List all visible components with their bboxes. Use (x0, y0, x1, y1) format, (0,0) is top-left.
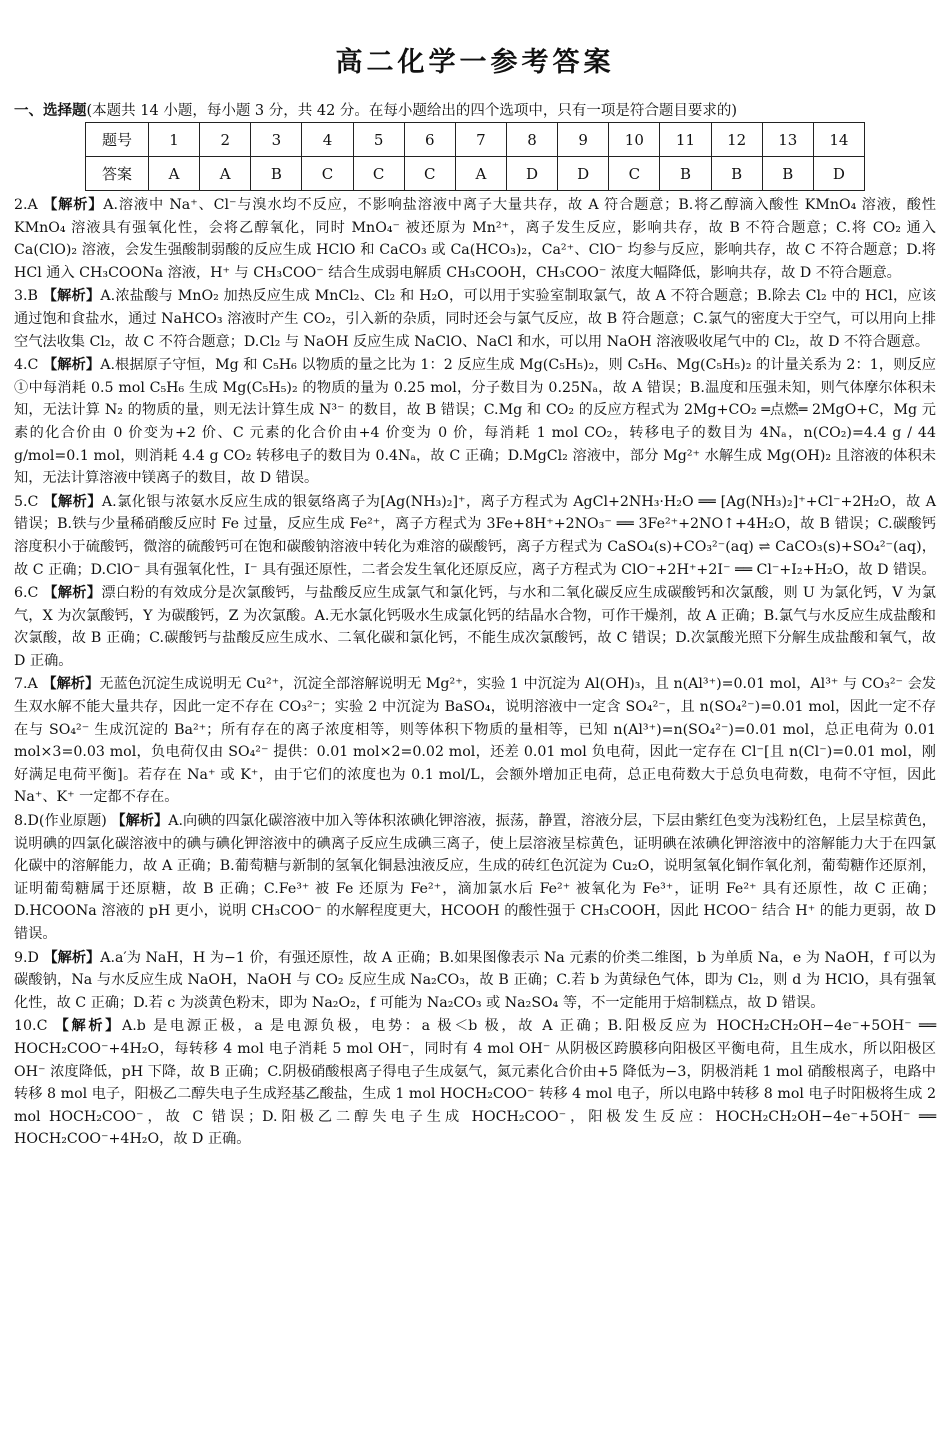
question-number-cell: 11 (660, 123, 711, 157)
analysis-tag: 【解析】 (43, 357, 101, 374)
explanation-text: 漂白粉的有效成分是次氯酸钙，与盐酸反应生成氯气和氯化钙，与水和二氧化碳反应生成碳酸钙和次氯酸，则 U 为氯化钙，V 为氯气，X 为次氯酸钙，Y 为碳酸钙，Z 为次氯酸。A.无水氯化钙吸水生成氯化钙的结晶水合物，可作干燥剂，故 A 正确；B.氯气与水反应生成盐酸和次氯酸，故 B 正确；C.碳酸钙与盐酸反应生成水、二氧化碳和氯化钙，不能生成次氯酸钙，故 C 错误；D.次氯酸光照下分解生成盐酸和氧气，故 D 正确。 (14, 585, 936, 669)
analysis-tag: 【解析】 (54, 1018, 123, 1035)
row-header-answer: 答案 (86, 157, 149, 191)
answer-cell: D (813, 157, 864, 191)
explanation-item (14, 810, 936, 946)
explanation-item (14, 491, 936, 581)
analysis-tag: 【解析】 (42, 676, 100, 693)
answer-cell: D (506, 157, 557, 191)
explanation-text: A.溶液中 Na⁺、Cl⁻与溴水均不反应，不影响盐溶液中离子大量共存，故 A 符合题意；B.将乙醇滴入酸性 KMnO₄ 溶液，酸性 KMnO₄ 溶液具有强氧化性，会将乙醇氧化，同时 MnO₄⁻ 被还原为 Mn²⁺，离子发生反应，影响共存，故 B 不符合题意；C.将 CO₂ 通入 Ca(ClO)₂ 溶液，会发生强酸制弱酸的反应生成 HClO 和 CaCO₃ 或 Ca(HCO₃)₂，Ca²⁺、ClO⁻ 均参与反应，影响共存，故 C 不符合题意；D.将 HCl 通入 CH₃COONa 溶液，H⁺ 与 CH₃COO⁻ 结合生成弱电解质 CH₃COOH，CH₃COO⁻ 浓度大幅降低，影响共存，故 D 不符合题意。 (14, 197, 936, 281)
question-number-cell: 9 (558, 123, 609, 157)
question-number-cell: 2 (200, 123, 251, 157)
answer-cell: C (404, 157, 455, 191)
answer-cell: A (455, 157, 506, 191)
section-title: 一、选择题 (14, 103, 87, 119)
answer-cell: C (302, 157, 353, 191)
question-number-cell: 4 (302, 123, 353, 157)
explanation-text: A.向碘的四氯化碳溶液中加入等体积浓碘化钾溶液，振荡，静置，溶液分层，下层由紫红色变为浅粉红色，上层呈棕黄色，说明碘的四氯化碳溶液中的碘与碘化钾溶液中的碘离子反应生成碘三离子，使上层溶液呈棕黄色，证明碘在浓碘化钾溶液中的溶解能力大于在四氯化碳中的溶解能力，故 A 正确；B.葡萄糖与新制的氢氧化铜悬浊液反应，生成的砖红色沉淀为 Cu₂O，说明氢氧化铜作氧化剂，葡萄糖作还原剂，证明葡萄糖属于还原糖，故 B 正确；C.Fe³⁺ 被 Fe 还原为 Fe²⁺，滴加氯水后 Fe²⁺ 被氧化为 Fe³⁺，证明 Fe²⁺ 具有还原性，故 C 正确；D.HCOONa 溶液的 pH 更小，说明 CH₃COO⁻ 的水解程度更大，HCOOH 的酸性强于 CH₃COOH，因此 HCOO⁻ 结合 H⁺ 的能力更弱，故 D 错误。 (14, 813, 936, 942)
question-number-cell: 8 (506, 123, 557, 157)
explanation-text: 无蓝色沉淀生成说明无 Cu²⁺，沉淀全部溶解说明无 Mg²⁺，实验 1 中沉淀为 Al(OH)₃，且 n(Al³⁺)=0.01 mol，Al³⁺ 与 CO₃²⁻ 会发生双水解不能大量共存，因此一定不存在 CO₃²⁻；实验 2 中沉淀为 BaSO₄，说明溶液中一定含 SO₄²⁻，且 n(SO₄²⁻)=0.01 mol，因此一定不存在与 SO₄²⁻ 生成沉淀的 Ba²⁺；所有存在的离子浓度相等，则等体积下物质的量相等，已知 n(Al³⁺)=n(SO₄²⁻)=0.01 mol，总正电荷为 0.01 mol×3=0.03 mol，负电荷仅由 SO₄²⁻ 提供：0.01 mol×2=0.02 mol，还差 0.01 mol 负电荷，因此一定存在 Cl⁻[且 n(Cl⁻)=0.01 mol，刚好满足电荷平衡]。若存在 Na⁺ 或 K⁺，由于它们的浓度也为 0.1 mol/L，会额外增加正电荷，总正电荷数大于总负电荷数，电荷不守恒，因此 Na⁺、K⁺ 一定都不存在。 (14, 676, 937, 806)
question-answer-label: 10.C (14, 1018, 48, 1035)
explanation-item (14, 1015, 936, 1151)
answer-cell: A (149, 157, 200, 191)
question-number-cell: 13 (762, 123, 813, 157)
analysis-tag: 【解析】 (43, 493, 102, 510)
question-answer-label: 8.D(作业原题) (14, 813, 107, 830)
explanation-item (14, 947, 936, 1015)
section-heading (14, 99, 939, 120)
answer-cell: B (762, 157, 813, 191)
answer-cell: A (200, 157, 251, 191)
question-answer-label: 2.A (14, 197, 38, 213)
analysis-tag: 【解析】 (42, 288, 101, 305)
explanations (14, 194, 936, 1151)
question-number-cell: 6 (404, 123, 455, 157)
question-number-cell: 10 (609, 123, 660, 157)
question-number-cell: 7 (455, 123, 506, 157)
section-note: (本题共 14 小题，每小题 3 分，共 42 分。在每小题给出的四个选项中，只有一项是符合题目要求的) (86, 103, 738, 119)
analysis-tag: 【解析】 (43, 949, 101, 966)
question-number-row (86, 123, 865, 157)
question-answer-label: 3.B (14, 288, 38, 305)
question-number-cell: 3 (251, 123, 302, 157)
question-number-cell: 1 (149, 123, 200, 157)
answer-table (85, 122, 865, 191)
explanation-text: A.根据原子守恒，Mg 和 C₅H₆ 以物质的量之比为 1：2 反应生成 Mg(C₅H₅)₂，则 C₅H₆、Mg(C₅H₅)₂ 的计量关系为 2：1，则反应①中每消耗 0.5 mol C₅H₆ 生成 Mg(C₅H₅)₂ 的物质的量为 0.25 mol，分子数目为 0.25Nₐ，故 A 错误；B.温度和压强未知，则气体摩尔体积未知，无法计算 N₂ 的物质的量，则无法计算生成 N³⁻ 的数目，故 B 错误；C.Mg 和 CO₂ 的反应方程式为 2Mg+CO₂ ═点燃═ 2MgO+C，Mg 元素的化合价由 0 价变为+2 价、C 元素的化合价由+4 价变为 0 价，每消耗 1 mol CO₂，转移电子的数目为 4Nₐ，n(CO₂)=4.4 g / 44 g/mol=0.1 mol，则消耗 4.4 g CO₂ 转移电子的数目为 0.4Nₐ，故 C 正确；D.MgCl₂ 溶液中，部分 Mg²⁺ 水解生成 Mg(OH)₂ 且溶液的体积未知，无法计算溶液中镁离子的数目，故 D 错误。 (14, 357, 936, 487)
answer-cell: B (711, 157, 762, 191)
answer-cell: C (353, 157, 404, 191)
page-title: 高二化学一参考答案 (335, 47, 615, 78)
explanation-text: A.a′为 NaH，H 为−1 价，有强还原性，故 A 正确；B.如果图像表示 Na 元素的价类二维图，b 为单质 Na，e 为 NaOH，f 可以为碳酸钠，Na 与水反应生成 NaOH，NaOH 与 CO₂ 反应生成 Na₂CO₃，故 B 正确；C.若 b 为黄绿色气体，即为 Cl₂，则 d 为 HClO，具有强氧化性，故 C 正确；D.若 c 为淡黄色粉末，即为 Na₂O₂，f 可能为 Na₂CO₃ 或 Na₂SO₄ 等，不一定能用于焙制糕点，故 D 错误。 (14, 949, 936, 1011)
question-answer-label: 7.A (14, 676, 38, 693)
row-header-number: 题号 (86, 123, 149, 157)
explanation-text: A.浓盐酸与 MnO₂ 加热反应生成 MnCl₂、Cl₂ 和 H₂O，可以用于实验室制取氯气，故 A 不符合题意；B.除去 Cl₂ 中的 HCl，应该通过饱和食盐水，通过 NaHCO₃ 溶液时产生 CO₂，引入新的杂质，同时还会与氯气反应，故 B 符合题意；C.氯气的密度大于空气，可以用向上排空气法收集 Cl₂，故 C 不符合题意；D.Cl₂ 与 NaOH 反应生成 NaClO、NaCl 和水，可以用 NaOH 溶液吸收尾气中的 Cl₂，故 D 不符合题意。 (14, 288, 936, 350)
explanation-item (14, 582, 936, 672)
explanation-text: A.b 是电源正极，a 是电源负极，电势：a 极＜b 极，故 A 正确；B.阳极反应为 HOCH₂CH₂OH−4e⁻+5OH⁻ ══ HOCH₂COO⁻+4H₂O，每转移 4 mol 电子消耗 5 mol OH⁻，同时有 4 mol OH⁻ 从阴极区跨膜移向阳极区平衡电荷，且生成水，所以阳极区 OH⁻ 浓度降低，pH 下降，故 B 正确；C.阴极硝酸根离子得电子生成氨气，氮元素化合价由+5 降低为−3，阴极消耗 1 mol 硝酸根离子，电路中转移 8 mol 电子，阳极乙二醇失电子生成羟基乙酸盐，生成 1 mol HOCH₂COO⁻ 转移 4 mol 电子，所以电路中转移 8 mol 电子时阳极将生成 2 mol HOCH₂COO⁻，故 C 错误；D.阳极乙二醇失电子生成 HOCH₂COO⁻，阳极发生反应：HOCH₂CH₂OH−4e⁻+5OH⁻ ══ HOCH₂COO⁻+4H₂O，故 D 正确。 (14, 1018, 936, 1148)
answer-cell: B (660, 157, 711, 191)
analysis-tag: 【解析】 (111, 813, 169, 830)
explanation-text: A.氯化银与浓氨水反应生成的银氨络离子为[Ag(NH₃)₂]⁺，离子方程式为 AgCl+2NH₃·H₂O ══ [Ag(NH₃)₂]⁺+Cl⁻+2H₂O，故 A 错误；B.铁与少量稀硝酸反应时 Fe 过量，反应生成 Fe²⁺，离子方程式为 3Fe+8H⁺+2NO₃⁻ ══ 3Fe²⁺+2NO↑+4H₂O，故 B 错误；C.碳酸钙溶度积小于硫酸钙，微溶的硫酸钙可在饱和碳酸钠溶液中转化为难溶的碳酸钙，离子方程式为 CaSO₄(s)+CO₃²⁻(aq) ⇌ CaCO₃(s)+SO₄²⁻(aq)，故 C 正确；D.ClO⁻ 具有强氧化性，I⁻ 具有强还原性，二者会发生氧化还原反应，离子方程式为 ClO⁻+2H⁺+2I⁻ ══ Cl⁻+I₂+H₂O，故 D 错误。 (14, 493, 936, 578)
question-number-cell: 5 (353, 123, 404, 157)
explanation-item (14, 354, 936, 490)
explanation-item (14, 194, 936, 284)
answer-cell: B (251, 157, 302, 191)
answer-row (86, 157, 865, 191)
question-answer-label: 6.C (14, 585, 39, 602)
answer-cell: D (558, 157, 609, 191)
question-answer-label: 5.C (14, 493, 39, 510)
analysis-tag: 【解析】 (43, 585, 102, 602)
explanation-item (14, 285, 936, 353)
explanation-item (14, 673, 936, 809)
analysis-tag: 【解析】 (43, 197, 104, 213)
question-answer-label: 9.D (14, 949, 39, 966)
question-number-cell: 12 (711, 123, 762, 157)
question-answer-label: 4.C (14, 357, 39, 374)
question-number-cell: 14 (813, 123, 864, 157)
answer-cell: C (609, 157, 660, 191)
